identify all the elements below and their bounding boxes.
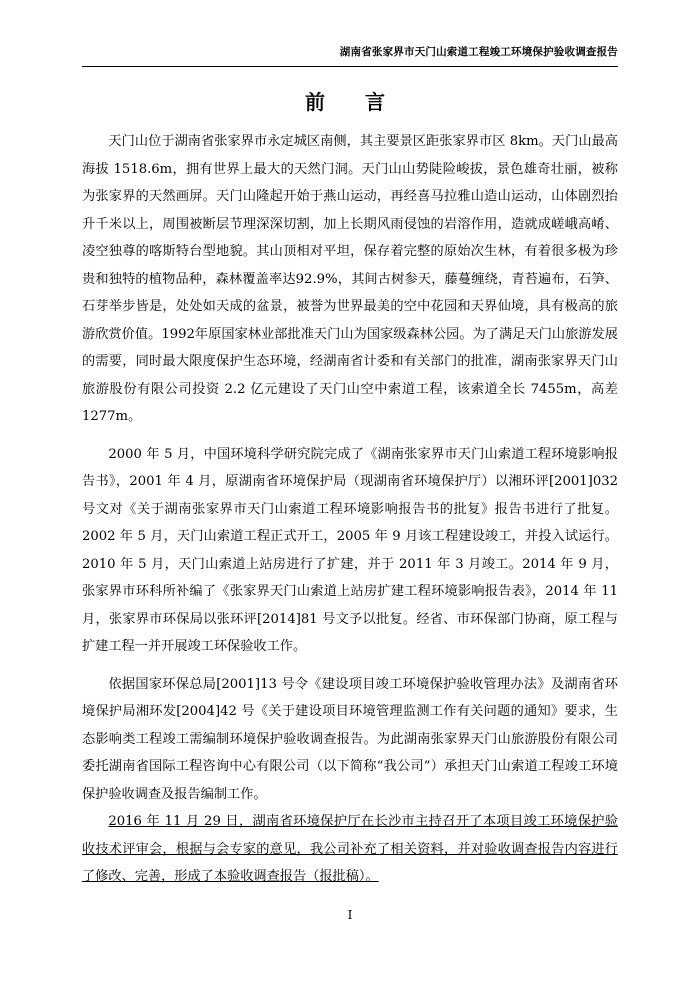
document-body <box>82 128 618 901</box>
page-header: 湖南省张家界市天门山索道工程竣工环境保护验收调查报告 <box>339 46 618 58</box>
page-number: I <box>347 908 353 922</box>
page-title: 前 言 <box>305 90 395 114</box>
paragraph-1: 天门山位于湖南省张家界市永定城区南侧，其主要景区距张家界市区 8km。天门山最高海拔 1518.6m，拥有世界上最大的天然门洞。天门山山势陡险峻拔，景色雄奇壮丽，被称为张家界的天然画屏。天门山隆起开始于燕山运动，再经喜马拉雅山造山运动，山体剧烈抬升千米以上，周围被断层节理深深切割，加上长期风雨侵蚀的岩溶作用，造就成嵯峨高崤、凌空独尊的喀斯特台型地貌。其山顶相对平坦，保存着完整的原始次生林，有着很多极为珍贵和独特的植物品种，森林覆盖率达92.9%，其间古树参天，藤蔓缠绕，青苔遍布，石笋、石芽举步皆是，处处如天成的盆景，被誉为世界最美的空中花园和天界仙境，具有极高的旅游欣赏价值。1992年原国家林业部批准天门山为国家级森林公园。为了满足天门山旅游发展的需要，同时最大限度保护生态环境，经湖南省计委和有关部门的批准，湖南张家界天门山旅游股份有限公司投资 2.2 亿元建设了天门山空中索道工程，该索道全长 7455m，高差1277m。 <box>82 134 618 424</box>
paragraph-4: 2016 年 11 月 29 日，湖南省环境保护厅在长沙市主持召开了本项目竣工环境保护验收技术评审会，根据与会专家的意见，我公司补充了相关资料，并对验收调查报告内容进行了修改、完善，形成了本验收调查报告（报批稿）。 <box>82 814 618 884</box>
paragraph-3: 依据国家环保总局[2001]13 号令《建设项目竣工环境保护验收管理办法》及湖南省环境保护局湘环发[2004]42 号《关于建设项目环境管理监测工作有关问题的通知》要求，生态影响类工程竣工需编制环境保护验收调查报告。为此湖南张家界天门山旅游股份有限公司委托湖南省国际工程咨询中心有限公司（以下简称“我公司”）承担天门山索道工程竣工环境保护验收调查及报告编制工作。 <box>82 676 618 802</box>
header-divider <box>82 66 618 67</box>
paragraph-2: 2000 年 5 月，中国环境科学研究院完成了《湖南张家界市天门山索道工程环境影响报告书》，2001 年 4 月，原湖南省环境保护局（现湖南省环境保护厅）以湘环评[2001]032 号文对《关于湖南张家界市天门山索道工程环境影响报告书的批复》报告书进行了批复。2002 年 5 月，天门山索道工程正式开工，2005 年 9 月该工程建设竣工，并投入试运行。2010 年 5 月，天门山索道上站房进行了扩建，并于 2011 年 3 月竣工。2014 年 9 月，张家界市环科所补编了《张家界天门山索道上站房扩建工程环境影响报告表》，2014 年 11 月，张家界市环保局以张环评[2014]81 号文予以批复。经省、市环保部门协商，原工程与扩建工程一并开展竣工环保验收工作。 <box>82 446 618 654</box>
